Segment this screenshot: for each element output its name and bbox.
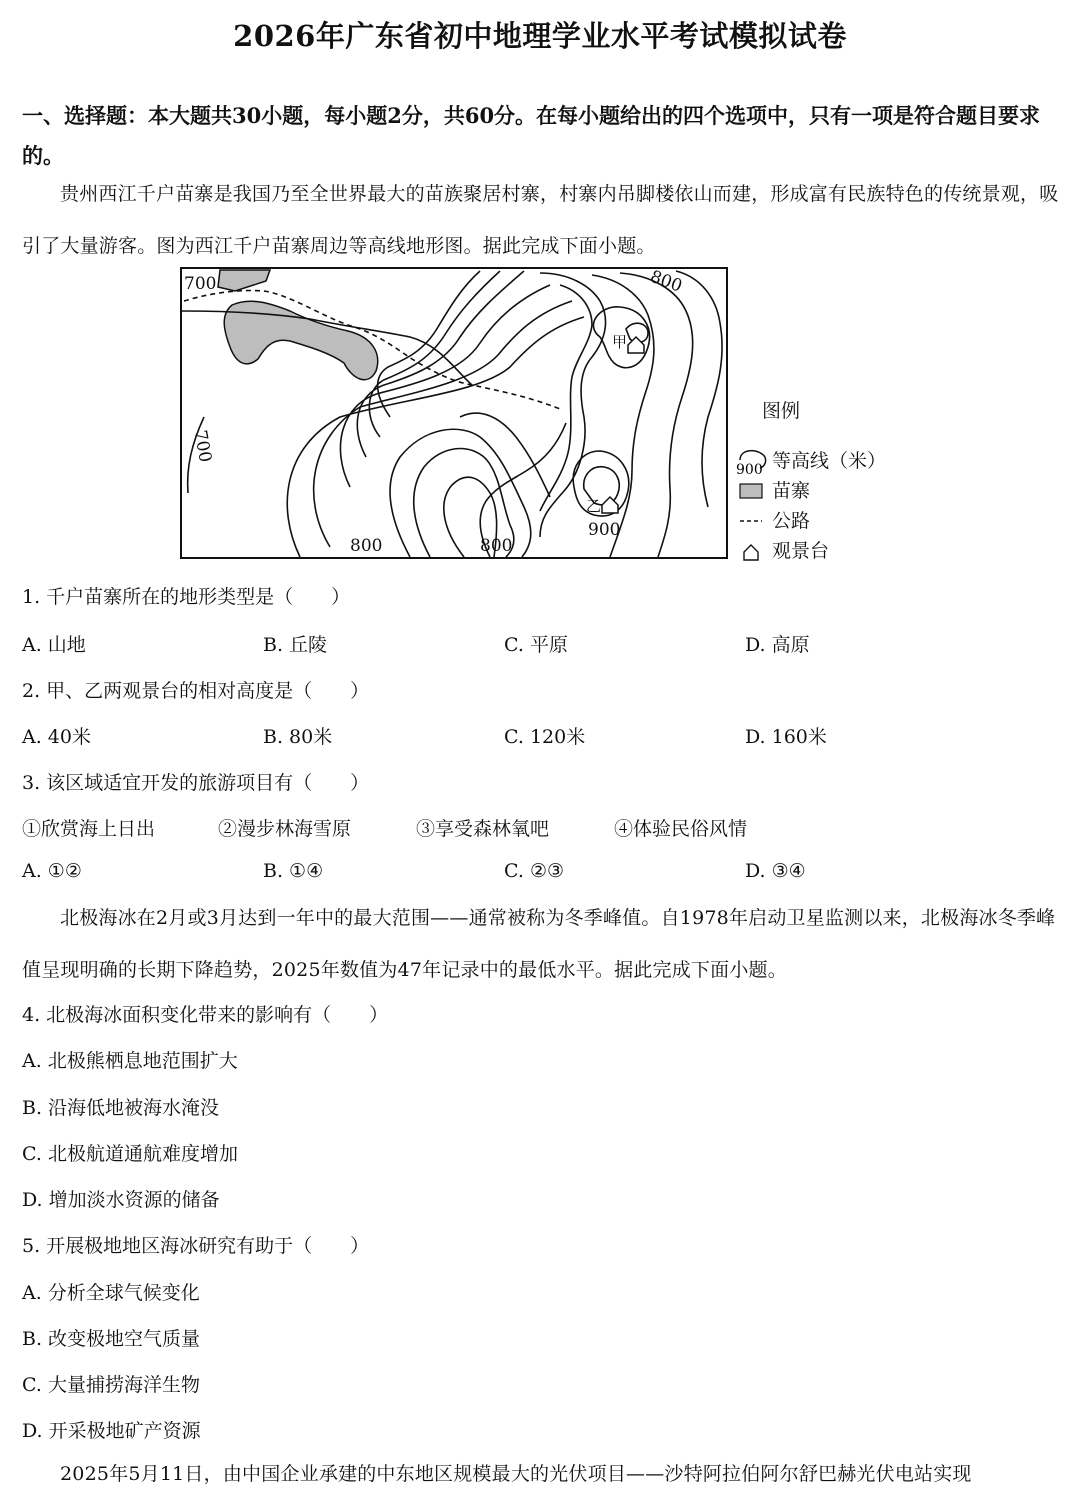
viewpoint-symbol-icon [736, 536, 766, 566]
option-d[interactable]: D. ③④ [745, 860, 806, 882]
option-b[interactable]: B. ①④ [263, 860, 324, 882]
question-1-stem: 1. 千户苗寨所在的地形类型是（ ） [22, 586, 351, 608]
option-a[interactable]: A. 山地 [22, 634, 86, 656]
option-a[interactable]: A. 分析全球气候变化 [22, 1282, 200, 1304]
village-symbol-icon [736, 476, 766, 506]
option-a[interactable]: A. ①② [22, 860, 82, 882]
legend-title: 图例 [762, 400, 801, 422]
option-d[interactable]: D. 160米 [745, 726, 827, 748]
passage-solar-project: 2025年5月11日，由中国企业承建的中东地区规模最大的光伏项目——沙特阿拉伯阿尔舒巴赫光伏电站实现 [60, 1463, 972, 1485]
contour-label: 800 [350, 536, 383, 556]
passage-miao-village: 贵州西江千户苗寨是我国乃至全世界最大的苗族聚居村寨，村寨内吊脚楼依山而建，形成富有民族特色的传统景观，吸引了大量游客。图为西江千户苗寨周边等高线地形图。据此完成下面小题。 [22, 183, 1059, 257]
option-c[interactable]: C. 北极航道通航难度增加 [22, 1143, 238, 1165]
option-b[interactable]: B. 沿海低地被海水淹没 [22, 1097, 220, 1119]
option-d[interactable]: D. 增加淡水资源的储备 [22, 1189, 220, 1211]
item-2: ②漫步林海雪原 [218, 818, 352, 840]
question-2-stem: 2. 甲、乙两观景台的相对高度是（ ） [22, 680, 370, 702]
svg-text:900: 900 [736, 462, 763, 476]
item-3: ③享受森林氧吧 [416, 818, 550, 840]
contour-label: 900 [588, 520, 621, 540]
item-4: ④体验民俗风情 [614, 818, 748, 840]
option-d[interactable]: D. 开采极地矿产资源 [22, 1420, 201, 1442]
contour-label: 800 [480, 536, 513, 556]
option-a[interactable]: A. 北极熊栖息地范围扩大 [22, 1050, 238, 1072]
option-c[interactable]: C. ②③ [504, 860, 565, 882]
question-3-stem: 3. 该区域适宜开发的旅游项目有（ ） [22, 772, 370, 794]
contour-label: 800 [647, 267, 685, 297]
option-d[interactable]: D. 高原 [745, 634, 810, 656]
contour-map [180, 267, 728, 559]
option-c[interactable]: C. 大量捕捞海洋生物 [22, 1374, 200, 1396]
option-c[interactable]: C. 平原 [504, 634, 568, 656]
road-symbol-icon [736, 506, 766, 536]
option-b[interactable]: B. 丘陵 [263, 634, 328, 656]
section-heading: 一、选择题：本大题共30小题，每小题2分，共60分。在每小题给出的四个选项中，只有一项是符合题目要求的。 [22, 103, 1041, 168]
question-4-stem: 4. 北极海冰面积变化带来的影响有（ ） [22, 1004, 389, 1026]
option-b[interactable]: B. 改变极地空气质量 [22, 1328, 201, 1350]
viewpoint-jia-label: 甲 [612, 333, 628, 351]
item-1: ①欣赏海上日出 [22, 818, 156, 840]
contour-label: 700 [184, 274, 217, 294]
viewpoint-yi-label: 乙 [586, 497, 602, 515]
contour-label: 700 [189, 428, 216, 464]
option-b[interactable]: B. 80米 [263, 726, 333, 748]
page-title: 2026年广东省初中地理学业水平考试模拟试卷 [233, 19, 847, 53]
option-c[interactable]: C. 120米 [504, 726, 586, 748]
option-a[interactable]: A. 40米 [22, 726, 91, 748]
passage-arctic-ice: 北极海冰在2月或3月达到一年中的最大范围——通常被称为冬季峰值。自1978年启动卫星监测以来，北极海冰冬季峰值呈现明确的长期下降趋势，2025年数值为47年记录中的最低水平。据此完成下面小题。 [22, 907, 1056, 981]
question-5-stem: 5. 开展极地地区海冰研究有助于（ ） [22, 1235, 370, 1257]
contour-symbol-icon [736, 446, 770, 476]
